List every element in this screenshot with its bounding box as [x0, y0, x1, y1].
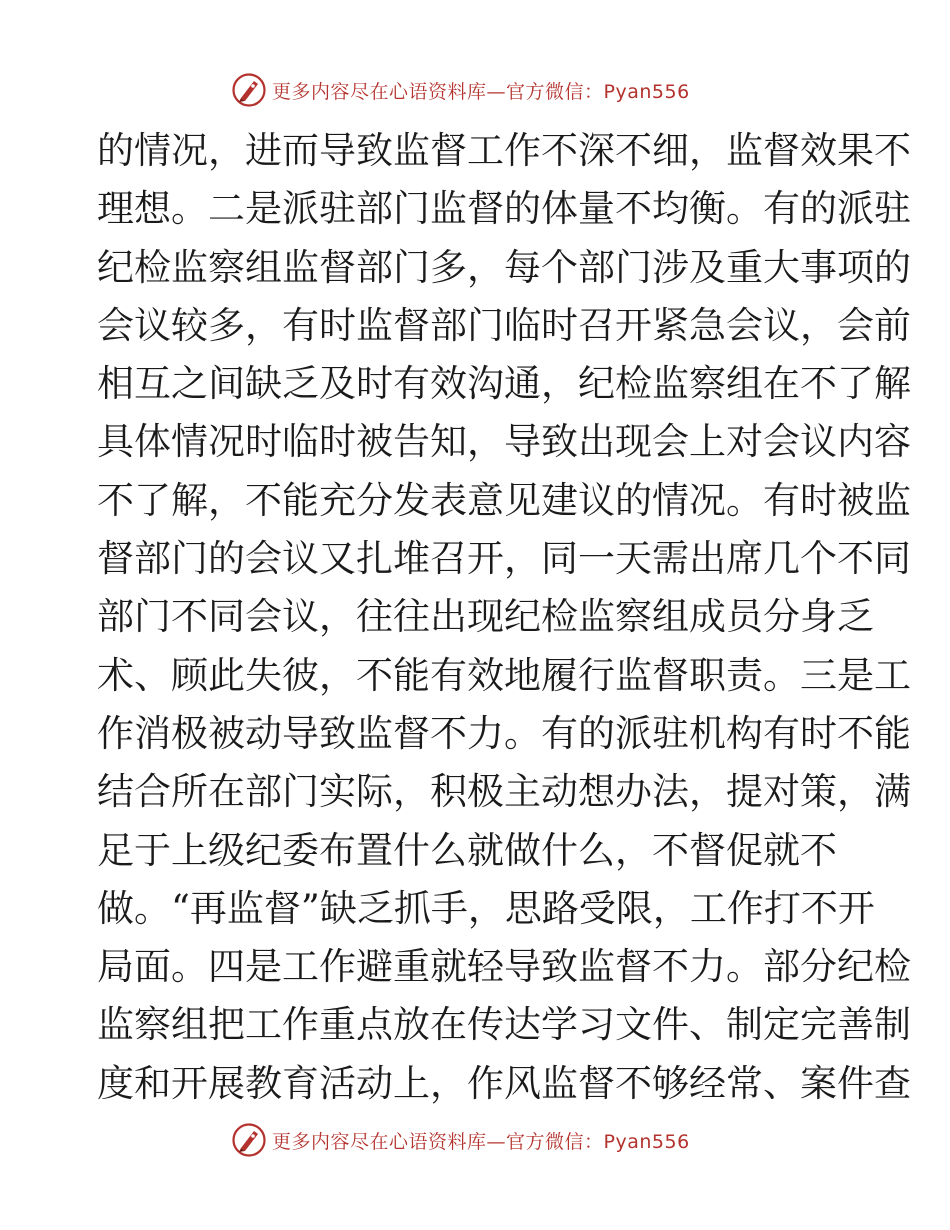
body-line: 监察组把工作重点放在传达学习文件、制定完善制	[97, 1003, 911, 1047]
body-line: 度和开展教育活动上，作风监督不够经常、案件查	[97, 1061, 911, 1105]
footer-banner-text: 更多内容尽在心语资料库—	[272, 1130, 507, 1153]
body-line: 纪检监察组监督部门多，每个部门涉及重大事项的	[97, 245, 911, 289]
body-line: 足于上级纪委布置什么就做什么，不督促就不	[97, 828, 837, 872]
header-banner-wechat: 官方微信：Pyan556	[506, 80, 690, 103]
body-line: 理想。二是派驻部门监督的体量不均衡。有的派驻	[97, 187, 911, 231]
body-line: 相互之间缺乏及时有效沟通，纪检监察组在不了解	[97, 362, 911, 406]
footer-banner[interactable]	[232, 1122, 690, 1158]
header-banner-text: 更多内容尽在心语资料库—	[272, 80, 507, 103]
pen-nib-logo-icon	[232, 73, 266, 107]
body-line: 督部门的会议又扎堆召开，同一天需出席几个不同	[97, 537, 911, 581]
footer-banner-wechat: 官方微信：Pyan556	[506, 1130, 690, 1153]
body-line: 部门不同会议，往往出现纪检监察组成员分身乏	[97, 595, 874, 639]
body-line: 作消极被动导致监督不力。有的派驻机构有时不能	[97, 711, 911, 755]
pen-nib-logo-icon	[232, 1123, 266, 1157]
body-line: 做。“再监督”缺乏抓手，思路受限，工作打不开	[97, 886, 875, 930]
body-line: 结合所在部门实际，积极主动想办法，提对策，满	[97, 770, 911, 814]
body-line: 的情况，进而导致监督工作不深不细，监督效果不	[97, 129, 911, 172]
body-line: 会议较多，有时监督部门临时召开紧急会议，会前	[97, 303, 911, 347]
body-line: 局面。四是工作避重就轻导致监督不力。部分纪检	[97, 945, 911, 989]
body-line: 不了解，不能充分发表意见建议的情况。有时被监	[97, 478, 911, 522]
body-line: 具体情况时临时被告知，导致出现会上对会议内容	[97, 420, 911, 464]
document-body	[97, 122, 911, 1113]
header-banner[interactable]	[232, 72, 690, 108]
body-line: 术、顾此失彼，不能有效地履行监督职责。三是工	[97, 653, 911, 697]
